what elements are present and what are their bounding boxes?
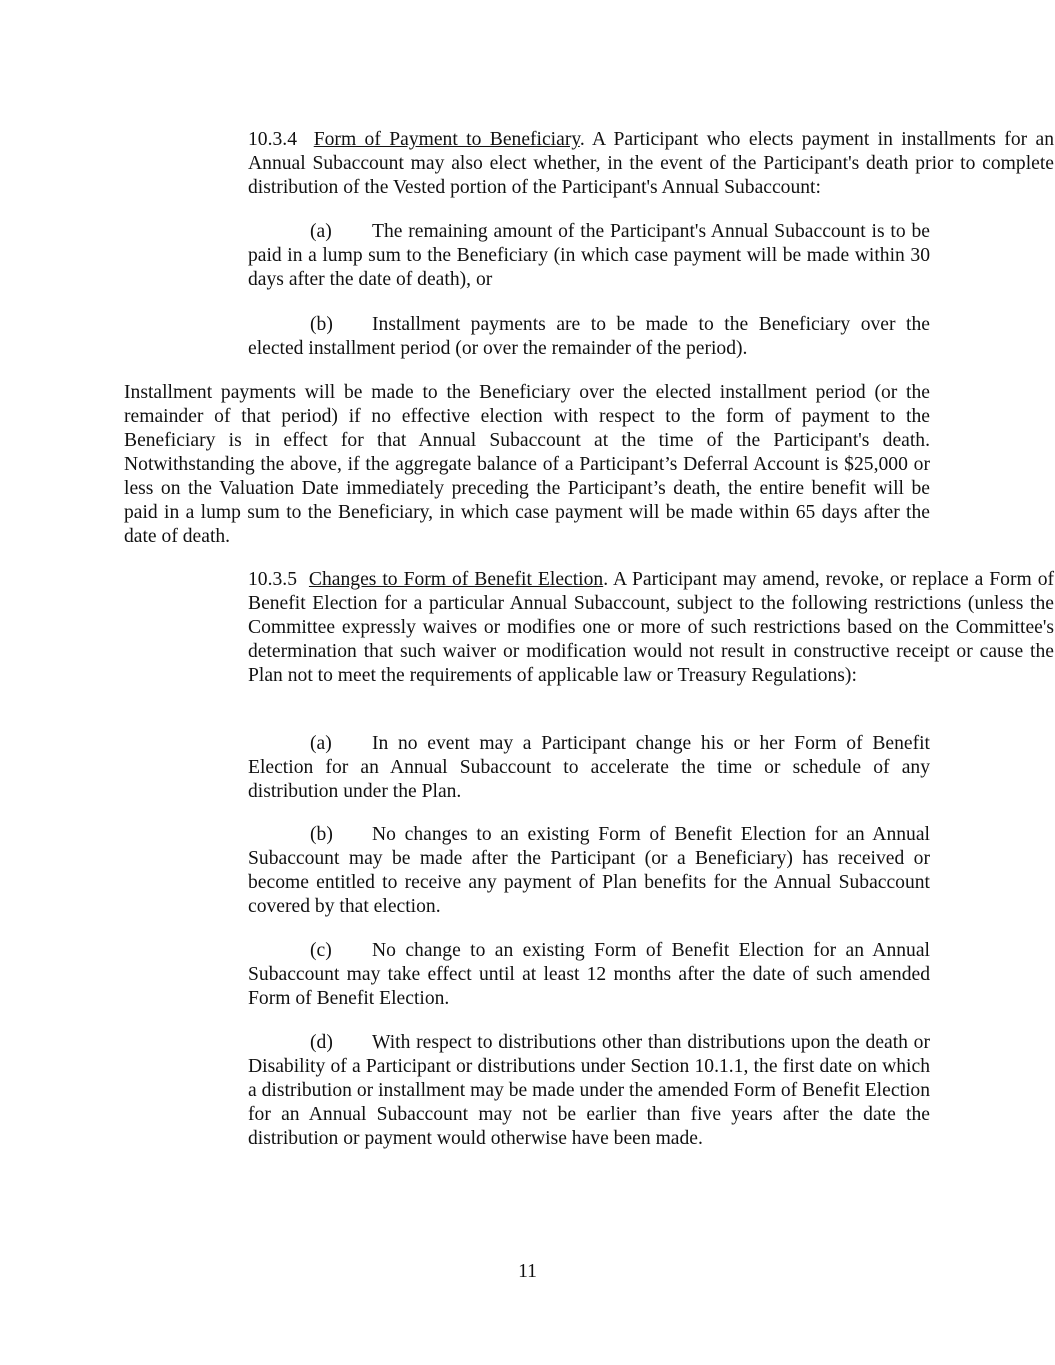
section-closing-paragraph: Installment payments will be made to the Beneficiary over the elected installment period (or the remainder of that period) if no effective election with respect to the form of payment to the Beneficiary is in effect for that Annual Subaccount at the time of the Participant's death. Notwithstanding the above, if the aggregate balance of a Participant’s Deferral Account is $25,000 or less on the Valuation Date immediately preceding the Participant’s death, the entire benefit will be paid in a lump sum to the Beneficiary, in which case payment will be made within 65 days after the date of death. — [124, 382, 930, 547]
section-number: 10.3.4 — [248, 129, 297, 150]
item-text: No changes to an existing Form of Benefit Election for an Annual Subaccount may be made after the Participant (or a Beneficiary) has received or become entitled to receive any payment of Plan benefits for the Annual Subaccount covered by that election. — [248, 824, 930, 917]
subsection-item — [248, 220, 930, 292]
item-text: The remaining amount of the Participant's Annual Subaccount is to be paid in a lump sum to the Beneficiary (in which case payment will be made within 30 days after the date of death), or — [248, 221, 930, 290]
section-text: . A Participant who elects payment in installments for an Annual Subaccount may also elect whether, in the event of the Participant's death prior to complete distribution of the Vested portion of the Participant's Annual Subaccount: — [248, 129, 1054, 198]
subsection-item — [248, 732, 930, 804]
item-text: In no event may a Participant change his or her Form of Benefit Election for an Annual Subaccount to accelerate the time or schedule of any distribution under the Plan. — [248, 733, 930, 802]
page-number: 11 — [518, 1261, 537, 1282]
section-heading: Changes to Form of Benefit Election — [308, 569, 604, 590]
section-text: . A Participant may amend, revoke, or replace a Form of Benefit Election for a particular Annual Subaccount, subject to the following restrictions (unless the Committee expressly waives or modifies one or more of such restrictions based on the Committee's determination that such waiver or modification would not result in constructive receipt or cause the Plan not to meet the requirements of applicable law or Treasury Regulations): — [248, 569, 1055, 686]
section-10-3-4-paragraph — [124, 128, 1054, 200]
subsection-item — [248, 939, 930, 1011]
section-number: 10.3.5 — [248, 569, 297, 590]
item-label: (b) — [310, 824, 333, 845]
subsection-item — [248, 313, 930, 361]
subsection-item — [248, 1031, 930, 1151]
item-text: Installment payments are to be made to the Beneficiary over the elected installment period (or over the remainder of the period). — [248, 314, 930, 359]
item-label: (d) — [310, 1032, 333, 1053]
subsection-item — [248, 823, 930, 919]
item-label: (a) — [310, 221, 332, 242]
section-heading: Form of Payment to Beneficiary — [313, 129, 580, 150]
section-10-3-5-paragraph — [124, 568, 1054, 688]
item-label: (a) — [310, 733, 332, 754]
item-text: With respect to distributions other than distributions upon the death or Disability of a Participant or distributions under Section 10.1.1, the first date on which a distribution or installment may be made under the amended Form of Benefit Election for an Annual Subaccount may not be earlier than five years after the date the distribution or payment would otherwise have been made. — [248, 1032, 930, 1149]
item-label: (b) — [310, 314, 333, 335]
item-text: No change to an existing Form of Benefit Election for an Annual Subaccount may take effect until at least 12 months after the date of such amended Form of Benefit Election. — [248, 940, 930, 1009]
item-label: (c) — [310, 940, 332, 961]
